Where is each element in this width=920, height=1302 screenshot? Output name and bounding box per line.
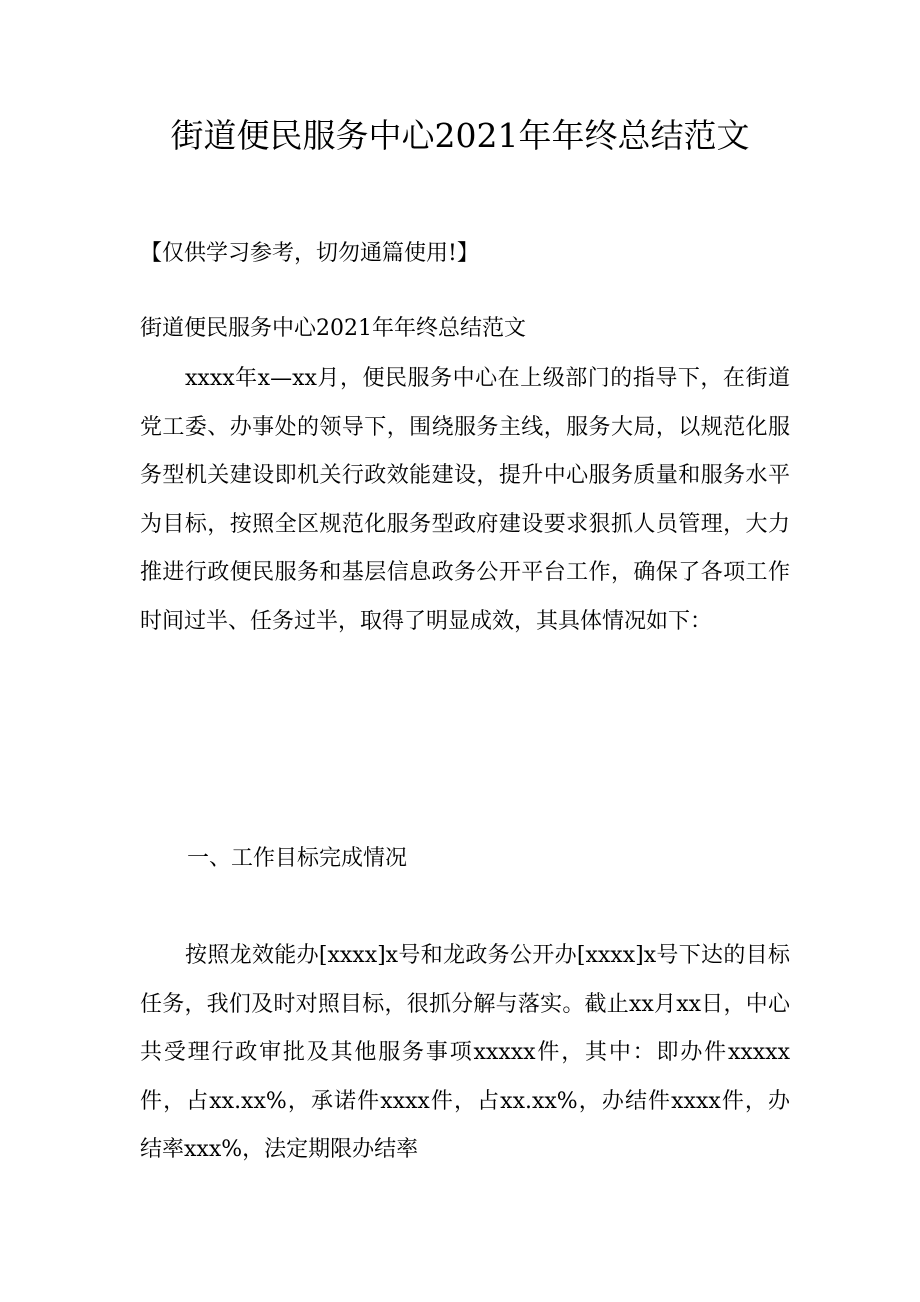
section-paragraph: 按照龙效能办[xxxx]x号和龙政务公开办[xxxx]x号下达的目标任务，我们及时对照目标，很抓分解与落实。截止xx月xx日，中心共受理行政审批及其他服务事项xxxxx件，其中：即办件xxxxx件，占xx.xx%，承诺件xxxx件，占xx.xx%，办结件xxxx件，办结率xxx%，法定期限办结率	[140, 943, 790, 1162]
usage-notice: 【仅供学习参考，切勿通篇使用!】	[140, 241, 479, 266]
section-heading: 一、工作目标完成情况	[187, 846, 408, 871]
document-title: 街道便民服务中心2021年年终总结范文	[170, 116, 750, 155]
intro-paragraph: xxxx年x—xx月，便民服务中心在上级部门的指导下，在街道党工委、办事处的领导下，围绕服务主线，服务大局，以规范化服务型机关建设即机关行政效能建设，提升中心服务质量和服务水平为目标，按照全区规范化服务型政府建设要求狠抓人员管理，大力推进行政便民服务和基层信息政务公开平台工作，确保了各项工作时间过半、任务过半，取得了明显成效，其具体情况如下：	[140, 366, 790, 634]
document-subtitle: 街道便民服务中心2021年年终总结范文	[140, 316, 526, 341]
